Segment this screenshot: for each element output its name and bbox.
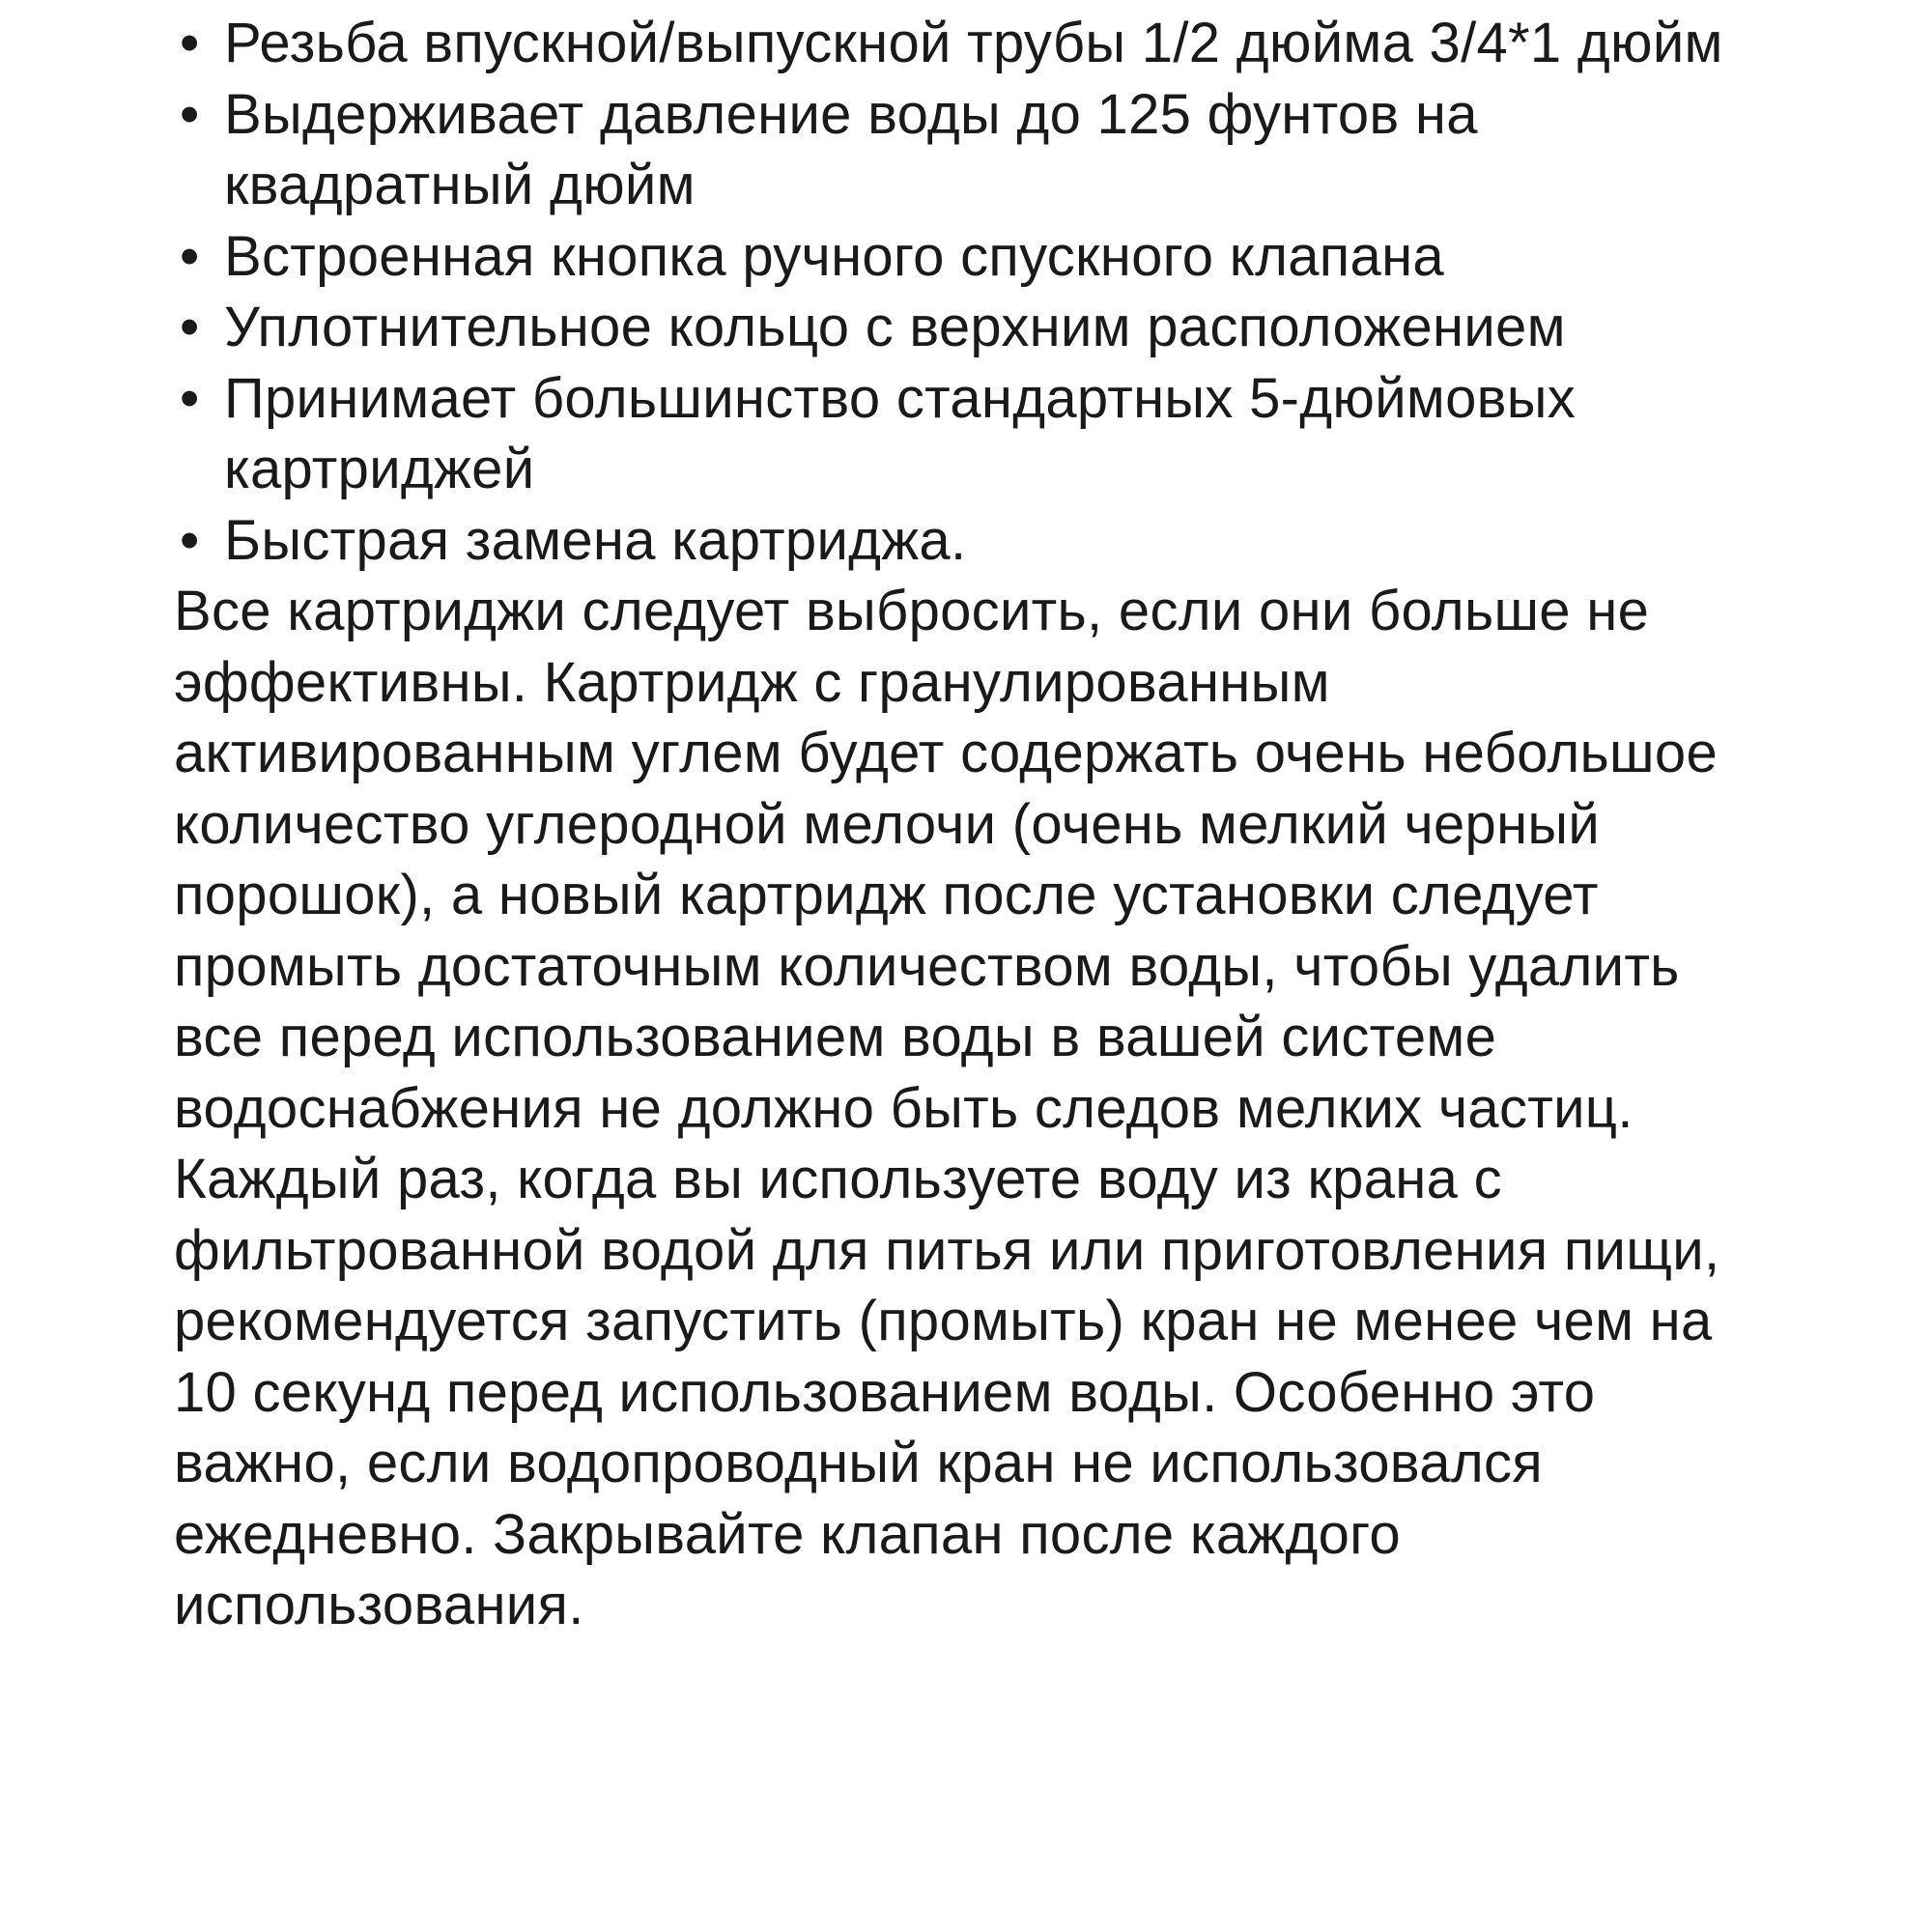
list-item <box>174 221 1770 293</box>
bullet-icon: • <box>180 224 200 288</box>
instructions-paragraph: Все картриджи следует выбросить, если они больше не эффективны. Картридж с гранулированным активированным углем будет содержать очень небольшое количество углеродной мелочи (очень мелкий черный порошок), а новый картридж после установки следует промыть достаточным количеством воды, чтобы удалить все перед использованием воды в вашей системе водоснабжения не должно быть следов мелких частиц. Каждый раз, когда вы используете воду из крана с фильтрованной водой для питья или приготовления пищи, рекомендуется запустить (промыть) кран не менее чем на 10 секунд перед использованием воды. Особенно это важно, если водопроводный кран не использовался ежедневно. Закрывайте клапан после каждого использования. <box>174 580 1720 1636</box>
list-item <box>174 363 1770 505</box>
bullet-icon: • <box>180 508 200 572</box>
list-item-text: Резьба впускной/выпускной трубы 1/2 дюйма 3/4*1 дюйм <box>224 12 1723 74</box>
bullet-icon: • <box>180 12 200 74</box>
bullet-icon: • <box>180 82 200 146</box>
feature-list <box>174 8 1932 576</box>
list-item <box>174 79 1770 221</box>
list-item <box>174 505 1770 577</box>
list-item-text: Встроенная кнопка ручного спускного клапана <box>224 224 1444 288</box>
list-item-text: Выдерживает давление воды до 125 фунтов на квадратный дюйм <box>224 82 1478 216</box>
list-item <box>174 292 1770 363</box>
bullet-icon: • <box>180 296 200 358</box>
list-item-text: Принимает большинство стандартных 5-дюймовых картриджей <box>224 366 1577 500</box>
bullet-icon: • <box>180 366 200 430</box>
list-item-text: Быстрая замена картриджа. <box>224 508 967 572</box>
list-item-text: Уплотнительное кольцо с верхним расположением <box>224 296 1566 358</box>
list-item <box>174 8 1770 79</box>
